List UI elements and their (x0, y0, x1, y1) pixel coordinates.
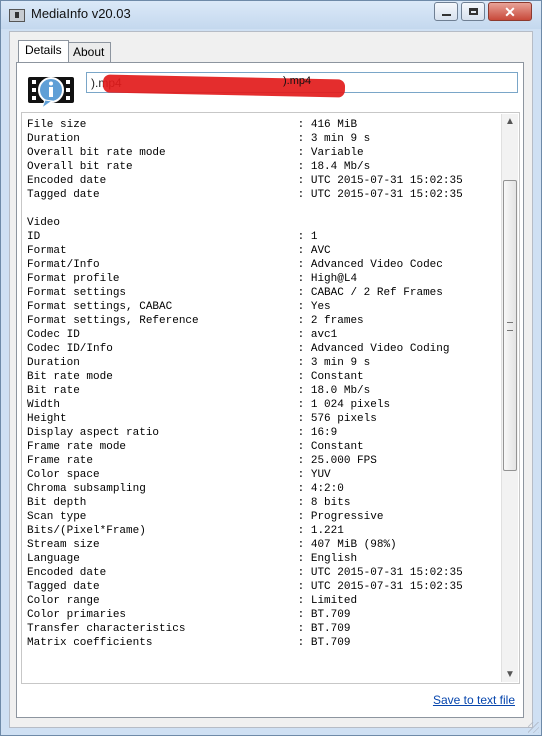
info-line: Overall bit rate mode : Variable (27, 147, 364, 159)
info-line: Frame rate mode : Constant (27, 441, 364, 453)
tab-details[interactable]: Details (18, 40, 69, 62)
scroll-down-icon[interactable]: ▼ (505, 669, 515, 680)
info-line: Color primaries : BT.709 (27, 609, 351, 621)
info-line: ID : 1 (27, 231, 318, 243)
vertical-scrollbar[interactable] (501, 114, 518, 682)
info-line: Codec ID/Info : Advanced Video Coding (27, 343, 450, 355)
info-line: Format settings, Reference : 2 frames (27, 315, 364, 327)
info-line: Tagged date : UTC 2015-07-31 15:02:35 (27, 581, 463, 593)
dialog-body (9, 31, 533, 728)
scroll-grip-icon (507, 322, 513, 331)
file-name-visible-text: ).mp4 (283, 75, 312, 87)
info-line: Transfer characteristics : BT.709 (27, 623, 351, 635)
info-line: Language : English (27, 553, 358, 565)
info-line: Stream size : 407 MiB (98%) (27, 539, 397, 551)
save-to-text-file-link[interactable]: Save to text file (432, 693, 515, 707)
minimize-icon (442, 14, 451, 16)
info-line: Video (27, 217, 61, 229)
info-line: Format profile : High@L4 (27, 273, 358, 285)
window-title: MediaInfo v20.03 (31, 6, 131, 21)
info-line: Encoded date : UTC 2015-07-31 15:02:35 (27, 175, 463, 187)
info-line: Format/Info : Advanced Video Codec (27, 259, 443, 271)
close-button[interactable] (488, 2, 532, 21)
maximize-icon (469, 8, 478, 15)
info-line: Duration : 3 min 9 s (27, 357, 371, 369)
info-line: Bit rate mode : Constant (27, 371, 364, 383)
title-bar (1, 1, 541, 29)
info-line: Codec ID : avc1 (27, 329, 338, 341)
tab-about[interactable]: About (66, 42, 111, 62)
info-line: File size : 416 MiB (27, 119, 358, 131)
info-line: Bit rate : 18.0 Mb/s (27, 385, 371, 397)
scroll-thumb[interactable] (503, 180, 517, 471)
info-line: Color range : Limited (27, 595, 358, 607)
mediainfo-app-icon (9, 9, 25, 22)
info-line: Scan type : Progressive (27, 511, 384, 523)
info-line: Encoded date : UTC 2015-07-31 15:02:35 (27, 567, 463, 579)
info-line: Duration : 3 min 9 s (27, 133, 371, 145)
info-line: Chroma subsampling : 4:2:0 (27, 483, 344, 495)
info-line: Display aspect ratio : 16:9 (27, 427, 338, 439)
minimize-button[interactable] (434, 2, 458, 21)
info-line: Matrix coefficients : BT.709 (27, 637, 351, 649)
info-line: Frame rate : 25.000 FPS (27, 455, 377, 467)
info-line: Overall bit rate : 18.4 Mb/s (27, 161, 371, 173)
info-line: Height : 576 pixels (27, 413, 377, 425)
info-line: Format : AVC (27, 245, 331, 257)
info-line: Width : 1 024 pixels (27, 399, 391, 411)
media-info-text-area[interactable] (21, 112, 520, 684)
info-line: Format settings : CABAC / 2 Ref Frames (27, 287, 443, 299)
details-panel (16, 62, 524, 718)
resize-grip-icon[interactable] (528, 722, 539, 733)
info-line: Bits/(Pixel*Frame) : 1.221 (27, 525, 344, 537)
maximize-button[interactable] (461, 2, 485, 21)
info-line-blank (27, 202, 463, 216)
info-line: Tagged date : UTC 2015-07-31 15:02:35 (27, 189, 463, 201)
mediainfo-logo-icon (27, 72, 75, 110)
info-line: Format settings, CABAC : Yes (27, 301, 331, 313)
info-line: Bit depth : 8 bits (27, 497, 351, 509)
info-line: Color space : YUV (27, 469, 331, 481)
info-lines (27, 118, 463, 650)
scroll-up-icon[interactable]: ▲ (505, 116, 515, 127)
close-icon: ✕ (504, 3, 516, 20)
